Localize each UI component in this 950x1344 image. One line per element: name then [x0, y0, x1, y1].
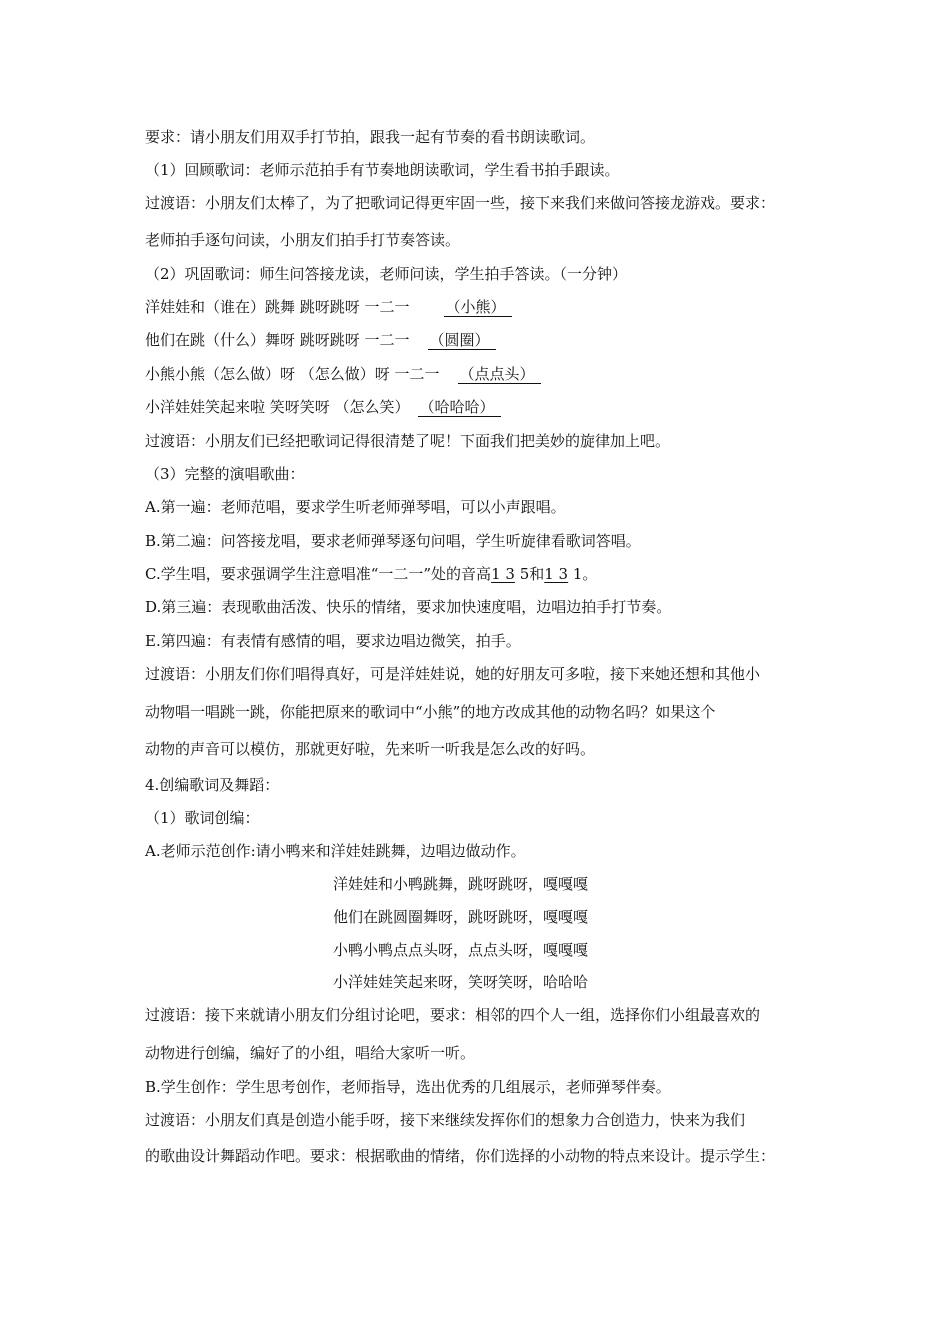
qa-line-3 [145, 364, 541, 384]
qa-answer-blank: （圆圈） [428, 331, 496, 350]
paragraph-transition-5-cont: 的歌曲设计舞蹈动作吧。要求：根据歌曲的情绪，你们选择的小动物的特点来设计。提示学生： [145, 1147, 776, 1165]
qa-question: 他们在跳（什么）舞呀 跳呀跳呀 一二一 [145, 331, 410, 349]
connector-text: 和 [529, 565, 545, 583]
paragraph-transition-4-cont: 动物进行创编，编好了的小组，唱给大家听一听。 [145, 1044, 476, 1062]
qa-line-4 [145, 397, 501, 417]
qa-answer-blank: （小熊） [444, 298, 512, 317]
underlined-notes: 1 3 [491, 565, 515, 583]
underlined-notes: 1 3 [544, 565, 569, 583]
step-c [145, 564, 597, 584]
plain-note: 1 [568, 565, 583, 583]
qa-answer-blank: （点点头） [458, 365, 541, 384]
paragraph-transition-4: 过渡语：接下来就请小朋友们分组讨论吧，要求：相邻的四个人一组，选择你们小组最喜欢的 [145, 1006, 761, 1024]
paragraph-transition-3-cont: 动物唱一唱跳一跳，你能把原来的歌词中“小熊”的地方改成其他的动物名吗？如果这个 [145, 703, 716, 721]
pitch-notes-2 [544, 564, 582, 584]
lyric-line: 他们在跳圆圈舞呀，跳呀跳呀，嘎嘎嘎 [333, 908, 589, 926]
step-b: B.第二遍：问答接龙唱，要求老师弹琴逐句问唱，学生听旋律看歌词答唱。 [145, 532, 641, 550]
step-a: A.第一遍：老师范唱，要求学生听老师弹琴唱，可以小声跟唱。 [145, 498, 566, 516]
paragraph-transition-2: 过渡语：小朋友们已经把歌词记得很清楚了呢！下面我们把美妙的旋律加上吧。 [145, 432, 671, 450]
paragraph-transition-1: 过渡语：小朋友们太棒了，为了把歌词记得更牢固一些，接下来我们来做问答接龙游戏。要求： [145, 194, 776, 212]
qa-question: 小洋娃娃笑起来啦 笑呀笑呀 （怎么笑） [145, 398, 410, 416]
lyric-line: 洋娃娃和小鸭跳舞，跳呀跳呀，嘎嘎嘎 [333, 875, 589, 893]
qa-line-2 [145, 330, 496, 350]
lyric-line: 小洋娃娃笑起来呀，笑呀笑呀，哈哈哈 [333, 973, 589, 991]
paragraph-transition-5: 过渡语：小朋友们真是创造小能手呀，接下来继续发挥你们的想象力合创造力，快来为我们 [145, 1111, 746, 1129]
qa-line-1 [145, 297, 512, 317]
qa-answer-blank: （哈哈哈） [418, 398, 501, 417]
pitch-notes-1 [491, 564, 529, 584]
step-d: D.第三遍：表现歌曲活泼、快乐的情绪，要求加快速度唱，边唱边拍手打节奏。 [145, 598, 672, 616]
student-create: B.学生创作：学生思考创作，老师指导，选出优秀的几组展示，老师弹琴伴奏。 [145, 1078, 671, 1096]
step-c-text: C.学生唱，要求强调学生注意唱准“一二一”处的音高 [145, 565, 492, 583]
paragraph-full-singing: （3）完整的演唱歌曲： [145, 465, 305, 483]
paragraph-transition-3: 过渡语：小朋友们你们唱得真好，可是洋娃娃说，她的好朋友可多啦，接下来她还想和其他小 [145, 665, 761, 683]
paragraph-requirement: 要求：请小朋友们用双手打节拍，跟我一起有节奏的看书朗读歌词。 [145, 128, 596, 146]
lyric-line: 小鸭小鸭点点头呀，点点头呀，嘎嘎嘎 [333, 941, 589, 959]
paragraph-review-lyrics: （1）回顾歌词：老师示范拍手有节奏地朗读歌词，学生看书拍手跟读。 [145, 161, 620, 179]
qa-question: 小熊小熊（怎么做）呀 （怎么做）呀 一二一 [145, 365, 440, 383]
paragraph-transition-1-cont: 老师拍手逐句问读，小朋友们拍手打节奏答读。 [145, 231, 461, 249]
section-heading-create: 4.创编歌词及舞蹈： [145, 776, 280, 794]
step-e: E.第四遍：有表情有感情的唱，要求边唱边微笑，拍手。 [145, 632, 521, 650]
qa-question: 洋娃娃和（谁在）跳舞 跳呀跳呀 一二一 [145, 298, 410, 316]
sub-heading-lyrics-create: （1）歌词创编： [145, 809, 260, 827]
plain-note: 5 [514, 565, 530, 583]
paragraph-consolidate-lyrics: （2）巩固歌词：师生问答接龙读，老师问读，学生拍手答读。（一分钟） [145, 265, 628, 283]
paragraph-transition-3-end: 动物的声音可以模仿，那就更好啦，先来听一听我是怎么改的好吗。 [145, 740, 596, 758]
teacher-demo: A.老师示范创作:请小鸭来和洋娃娃跳舞，边唱边做动作。 [145, 842, 526, 860]
step-c-end: 。 [582, 565, 598, 583]
